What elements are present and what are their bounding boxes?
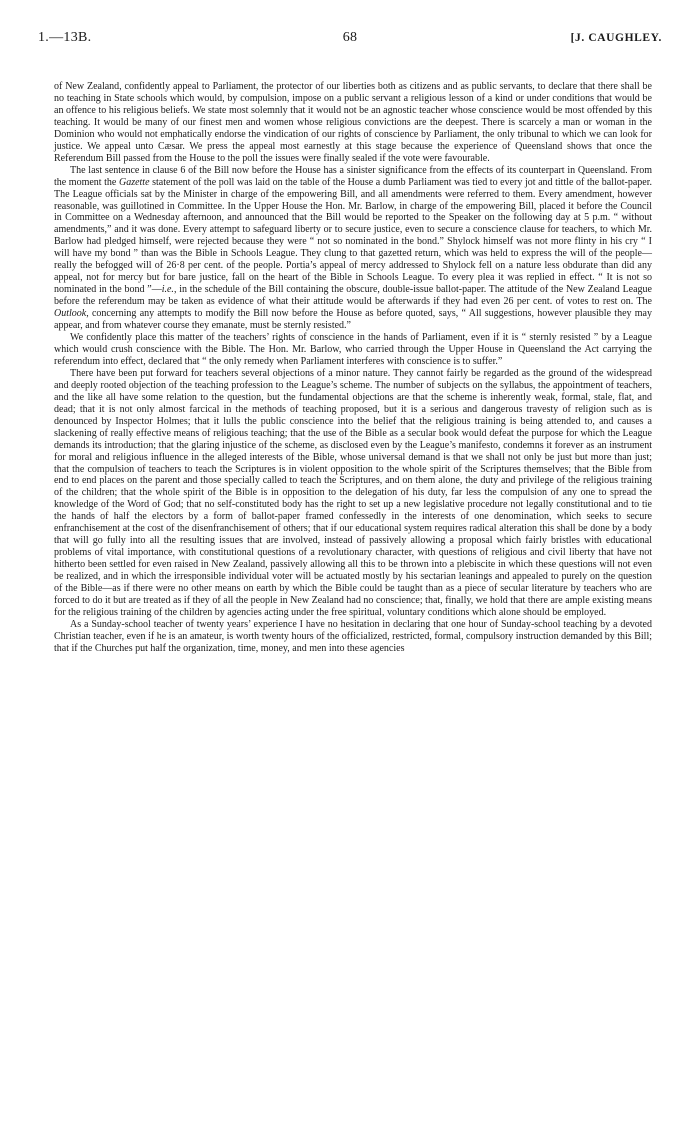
page-number: 68 [342, 30, 358, 45]
paragraph-text: , in the schedule of the Bill containing the obscure, double-issue ballot-paper. The attitude of the New Zealand League before the referendum may be taken as evidence of what their attitude would be afterwards if they had even 26 per cent. of votes to rest on. The [54, 284, 652, 308]
witness-name: [J. CAUGHLEY. [570, 32, 662, 44]
paragraph-text: We confidently place this matter of the teachers’ rights of conscience in the hands of Parliament, even if it is “ sternly resisted ” by a League which would crush conscience with the Bible. The Hon. Mr. Barlow, who carried through the Upper House in Queensland the Act carrying the referendum into effect, declared that “ the only remedy when Parliament interferes with conscience is to suffer.” [54, 332, 652, 367]
running-head [38, 30, 662, 50]
paragraph-text: , concerning any attempts to modify the Bill now before the House as before quoted, says, “ All suggestions, however plausible they may appear, and from whatever course they emanate, must be sternly resisted.” [54, 308, 652, 332]
paper-reference: 1.—13B. [38, 30, 92, 45]
italic-text: Gazette [118, 176, 150, 188]
paragraph [54, 619, 652, 655]
body-text [54, 81, 652, 655]
paragraph-text: There have been put forward for teachers several objections of a minor nature. They cannot fairly be regarded as the ground of the widespread and deeply rooted objection of the teaching profession to the League’s scheme. The number of subjects on the syllabus, the appointment of teachers, and the like all have some relation to the question, but the fundamental objections are that the scheme is inherently weak, formal, stale, flat, and dead; that it is not only almost farcical in the methods of teaching proposed, but it is a serious and dangerous travesty of religion such as is denounced by Inspector Holmes; that it lulls the public conscience into the belief that the religious training is being attended to, and causes a slackening of really effective means of religious teaching; that the use of the Bible as a secular book would defeat the purpose for which the League demands its introduction; that the glaring injustice of the scheme, as disclosed even by the League’s manifesto, condemns it forever as an instrument for moral and religious influence in the alleged interests of the Bible, whose universal demand is that we shall not only be just but more than just; that the compulsion of teachers to teach the Scriptures is in violent opposition to the whole spirit of the Scriptures themselves; that the Bible from end to end places on the parent and those specially called to teach the Scriptures, and on them alone, the duty and privilege of the religious training of the children; that the whole spirit of the Bible is in opposition to the delegation of his duty, far less the compulsion of any one to spread the knowledge of the Word of God; that no self-constituted body has the right to set up a new legislative procedure not legally constitutional and to tie the hands of half the electors by a form of ballot-paper framed confessedly in the interests of one denomination, which seeks to secure enfranchisement at the cost of the disenfranchisement of others; that if our educational system requires radical alteration this shall be done by a body that will go fully into all the resulting issues that are involved, instead of passively allowing a proposal which fairly bristles with educational problems of vital importance, with constitutional questions of a revolutionary character, with questions of religious and civil liberty that have not hitherto been settled for even raised in New Zealand, passively allowing all this to be thrown into a plebiscite in which these questions will not even be realized, and in which the irresponsible individual voter will be actuated mostly by his sectarian leanings and appealed to purely on the question of the Bible—as if there were no other means on earth by which the Bible could be taught than as a piece of secular literature by teachers who are forced to do it but are treated as if they of all the people in New Zealand had no conscience; that, finally, we hold that there are ample existing means for the religious training of the children by agencies acting under the free spiritual, voluntary conditions which alone should be employed. [54, 367, 652, 618]
paragraph-text: statement of the poll was laid on the table of the House a dumb Parliament was tied to every jot and tittle of the ballot-paper. The League officials sat by the Minister in charge of the empowering Bill, and all amendments were referred to them. Every amendment, however reasonable, was guillotined in Committee. In the Upper House the Hon. Mr. Barlow, in charge of the empowering Bill, placed it before the Council in Committee on a Wednesday afternoon, and announced that the Bill would be reported to the Speaker on the following day at 5 p.m. “ without amendments,” and it was done. Every attempt to safeguard liberty or to secure justice, even to secure a conscience clause for teachers, to which Mr. Barlow had pledged himself, were rejected because they were “ not so nominated in the bond.” Shylock himself was not more flinty in his cry “ I will have my bond ” than was the Bible in Schools League. They clung to that gazetted return, which was held to express the will of the people—really the befogged will of 26·8 per cent. of the people. Portia’s appeal of mercy addressed to Shylock fell on a nature less obdurate than did any appeal, not for mercy but for bare justice, fall on the heart of the Bible in Schools League. To every plea it was replied in effect. “ It is not so nominated in the bond ”— [54, 176, 653, 296]
paragraph [54, 165, 652, 332]
paragraph [54, 368, 652, 619]
italic-text: Outlook [54, 308, 87, 320]
italic-text: i.e. [161, 284, 174, 296]
paragraph [54, 332, 652, 368]
paragraph [54, 81, 652, 165]
paragraph-text: The last sentence in clause 6 of the Bill now before the House has a sinister significance from the effects of its counterpart in Queensland. From the moment the [54, 164, 652, 188]
paragraph-text: As a Sunday-school teacher of twenty years’ experience I have no hesitation in declaring that one hour of Sunday-school teaching by a devoted Christian teacher, even if he is an amateur, is worth twenty hours of the officialized, restricted, formal, compulsory instruction demanded by this Bill; that if the Churches put half the organization, time, money, and men into these agencies [54, 618, 652, 654]
paragraph-text: of New Zealand, confidently appeal to Parliament, the protector of our liberties both as citizens and as public servants, to declare that there shall be no teaching in State schools which would, by compulsion, impose on a public servant a religious lesson of a kind or under conditions that would be an offence to his religious beliefs. We state most solemnly that it would not be an agnostic teacher whose conscience would be most offended by this teaching. It would be many of our finest men and women whose religious convictions are the deepest. There is scarcely a man or woman in the Dominion who would not emphatically endorse the vindication of our rights of conscience by Parliament, the only tribunal to which we can look for justice. We appeal unto Cæsar. We press the appeal most earnestly at this stage because the experience of Queensland shows that once the Referendum Bill passed from the House to the poll the issues were finally sealed if the vote were favourable. [54, 81, 652, 164]
